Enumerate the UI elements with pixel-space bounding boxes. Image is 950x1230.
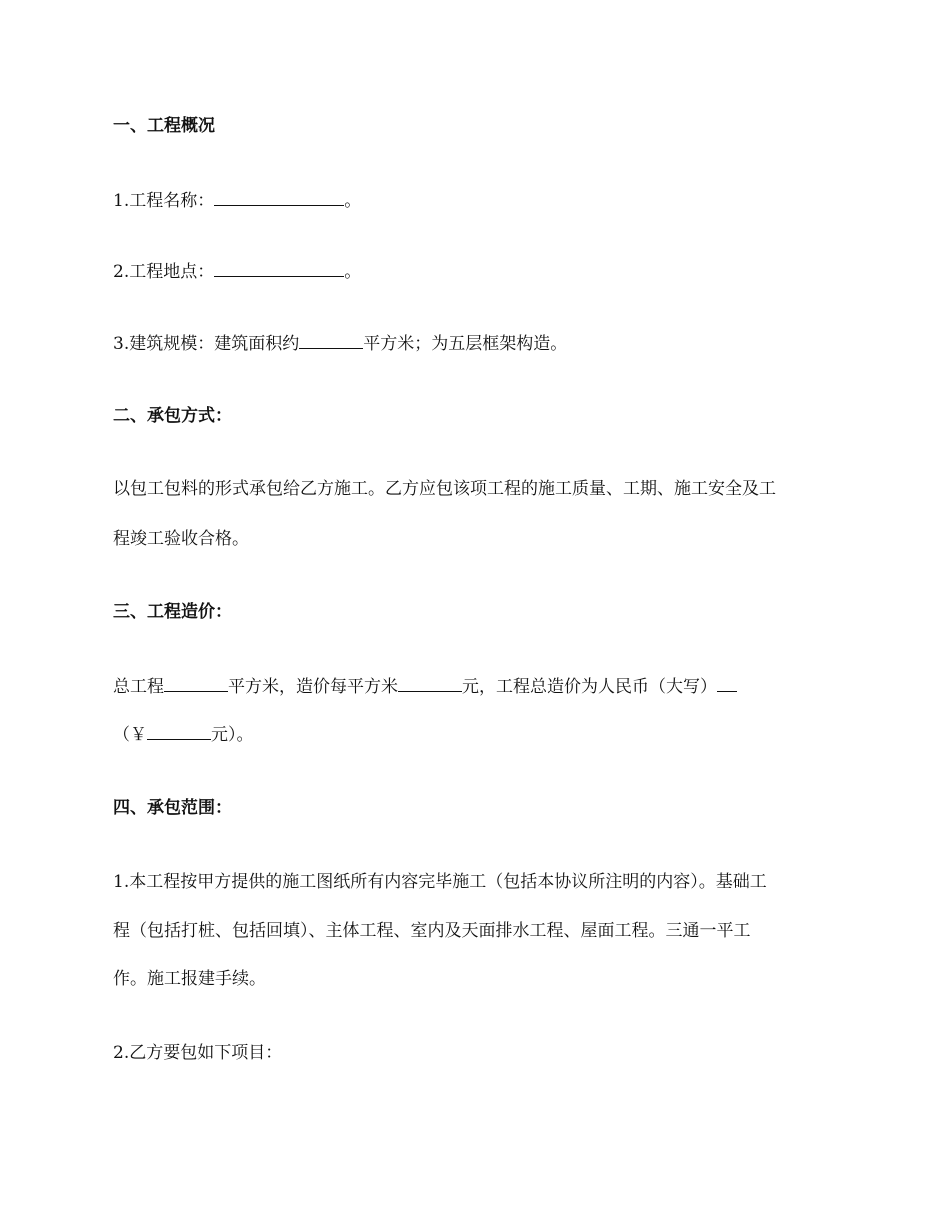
project-location-label: 2.工程地点：	[113, 262, 215, 282]
cost-total-rmb-label: 元，工程总造价为人民币（大写）	[462, 677, 717, 697]
total-uppercase-blank[interactable]	[717, 675, 737, 692]
project-name-label: 1.工程名称：	[113, 191, 215, 211]
cost-yen-label: （￥	[113, 725, 147, 745]
scope-item1-line2: 程（包括打桩、包括回填）、主体工程、室内及天面排水工程、屋面工程。三通一平工	[113, 921, 751, 941]
cost-unit-label: 平方米，造价每平方米	[228, 677, 398, 697]
building-scale-line	[113, 332, 848, 355]
section-heading-contract-method: 二、承包方式：	[113, 406, 232, 426]
contract-method-para-line1: 以包工包料的形式承包给乙方施工。乙方应包该项工程的施工质量、工期、施工安全及工	[113, 479, 776, 499]
project-name-end: 。	[344, 191, 362, 211]
total-yen-blank[interactable]	[147, 723, 211, 740]
cost-yen-end: 元）。	[211, 725, 254, 745]
project-name-line	[113, 189, 848, 212]
project-name-blank[interactable]	[214, 189, 344, 206]
scope-item1-line1: 1.本工程按甲方提供的施工图纸所有内容完毕施工（包括本协议所注明的内容）。基础工	[113, 872, 767, 892]
cost-line2	[113, 723, 848, 746]
unit-price-blank[interactable]	[398, 675, 462, 692]
scope-item2: 2.乙方要包如下项目：	[113, 1043, 283, 1063]
total-area-blank[interactable]	[164, 675, 228, 692]
section-heading-scope: 四、承包范围：	[113, 798, 232, 818]
project-location-end: 。	[344, 262, 362, 282]
section-heading-overview: 一、工程概况	[113, 116, 215, 136]
building-scale-end: 平方米；为五层框架构造。	[363, 334, 568, 354]
section-heading-cost: 三、工程造价：	[113, 602, 232, 622]
scope-item1-line3: 作。施工报建手续。	[113, 969, 266, 989]
building-scale-label: 3.建筑规模：建筑面积约	[113, 334, 300, 354]
project-location-blank[interactable]	[214, 260, 344, 277]
cost-total-label: 总工程	[113, 677, 164, 697]
project-location-line	[113, 260, 848, 283]
cost-line1	[113, 675, 848, 698]
building-area-blank[interactable]	[299, 332, 363, 349]
contract-method-para-line2: 程竣工验收合格。	[113, 529, 249, 549]
